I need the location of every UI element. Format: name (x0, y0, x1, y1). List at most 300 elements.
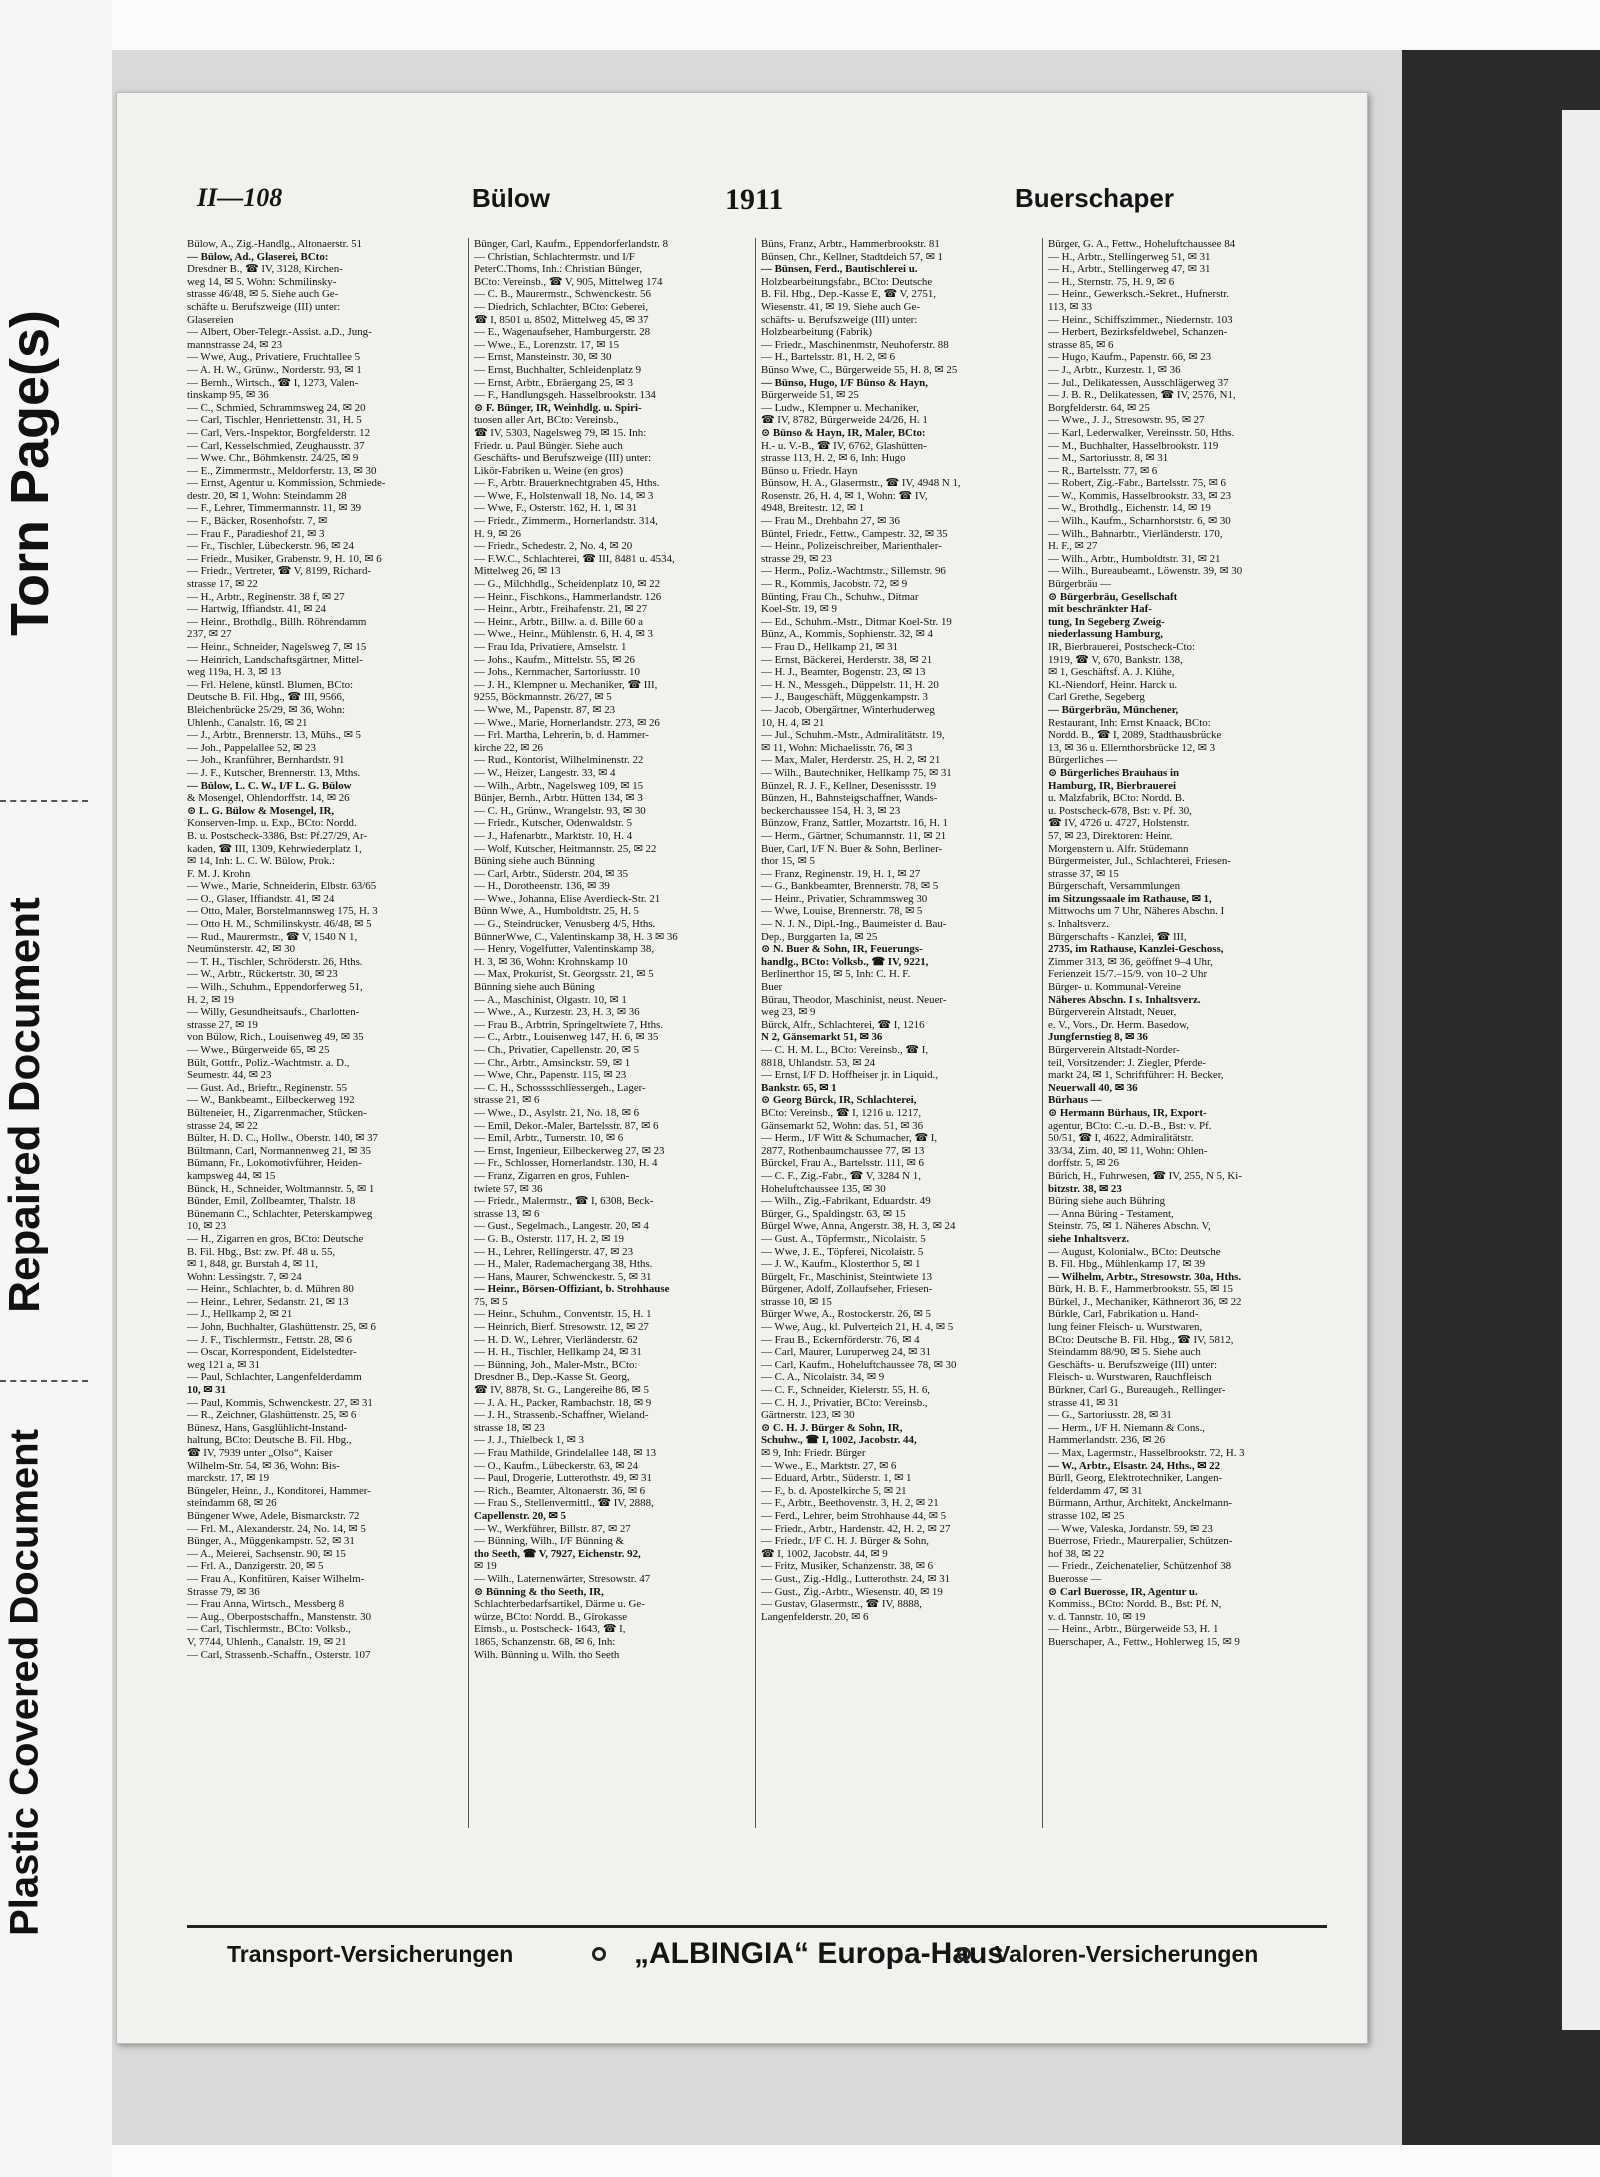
directory-entry: — Anna Büring - Testament, (1048, 1207, 1174, 1220)
directory-entry: — Hartwig, Iffiandstr. 41, ✉ 24 (187, 603, 326, 616)
directory-entry: destr. 20, ✉ 1, Wohn: Steindamm 28 (187, 489, 347, 502)
directory-entry: — Friedr., Kutscher, Odenwaldstr. 5 (474, 817, 633, 830)
directory-entry: Bürgerverein Altstadt-Norder- (1048, 1044, 1180, 1056)
directory-entry: — W., Bankbeamt., Eilbeckerweg 192 (187, 1094, 355, 1107)
directory-entry: mit beschränkter Haf- (1048, 603, 1152, 616)
directory-entry: — G., Bankbeamter, Brennerstr. 78, ✉ 5 (761, 880, 939, 893)
directory-entry: haltung, BCto: Deutsche B. Fil. Hbg., (187, 1434, 352, 1447)
directory-entry: Wohn: Lessingstr. 7, ✉ 24 (187, 1270, 302, 1283)
directory-entry: Capellenstr. 20, ✉ 5 (474, 1509, 566, 1522)
directory-entry: Bünn Wwe, A., Humboldtstr. 25, H. 5 (474, 905, 639, 918)
directory-entry: — Herm., Gärtner, Schumannstr. 11, ✉ 21 (761, 829, 947, 842)
directory-entry: — C. B., Maurermstr., Schwenckestr. 56 (474, 288, 651, 301)
directory-entry: strasse 29, ✉ 23 (761, 552, 832, 565)
directory-entry: Bürgerverein Altstadt, Neuer, (1048, 1006, 1177, 1019)
directory-entry: Nordd. B., ☎ I, 2089, Stadthausbrücke (1048, 729, 1222, 742)
directory-entry: — Frau D., Hellkamp 21, ✉ 31 (761, 641, 899, 653)
directory-entry: strasse 46/48, ✉ 5. Siehe auch Ge- (187, 288, 339, 301)
directory-entry: — Heinr., Arbtr., Bürgerweide 53, H. 1 (1048, 1623, 1219, 1636)
directory-entry: — Heinr., Schlachter, b. d. Mühren 80 (187, 1283, 354, 1296)
directory-entry: — M., Buchhalter, Hasselbrookstr. 119 (1048, 439, 1219, 452)
directory-entry: kaden, ☎ III, 1309, Kehrwiederplatz 1, (187, 842, 362, 855)
directory-entry: Gänsemarkt 52, Wohn: das. 51, ✉ 36 (761, 1119, 924, 1132)
directory-entry: Bünjer, Bernh., Arbtr. Hütten 134, ✉ 3 (474, 792, 643, 805)
directory-entry: ⊙ Bürgerbräu, Gesellschaft (1048, 590, 1178, 603)
directory-entry: ✉ 1, Geschäftsf. A. J. Klühe, (1048, 666, 1175, 679)
directory-entry: ⊙ Carl Buerosse, IR, Agentur u. (1048, 1585, 1198, 1598)
directory-entry: strasse 18, ✉ 23 (474, 1421, 545, 1434)
directory-entry: — H., Maler, Rademachergang 38, Hths. (474, 1258, 653, 1271)
directory-entry: — Wwe, Aug., kl. Pulverteich 21, H. 4, ✉ 5 (761, 1321, 954, 1334)
directory-entry: Berlinerthor 15, ✉ 5, Inh: C. H. F. (761, 968, 911, 981)
directory-entry: schäfte u. Berufszweige (III) unter: (187, 300, 341, 313)
directory-entry: Likör-Fabriken u. Weine (en gros) (474, 464, 624, 477)
directory-entry: — Paul, Kommis, Schwenckestr. 27, ✉ 31 (187, 1396, 373, 1409)
directory-entry: Mittwochs um 7 Uhr, Näheres Abschn. I (1048, 905, 1225, 918)
page-number: II—108 (197, 183, 283, 212)
directory-entry: — Bünning, Joh., Maler-Mstr., BCto: (474, 1358, 638, 1371)
directory-entry: Bünso Wwe, C., Bürgerweide 55, H. 8, ✉ 25 (761, 363, 958, 376)
directory-entry: — Diedrich, Schlachter, BCto: Geberei, (474, 300, 649, 313)
directory-entry: strasse 41, ✉ 31 (1048, 1396, 1119, 1409)
directory-entry: Wilh. Bünning u. Wilh. tho Seeth (474, 1648, 620, 1661)
directory-entry: strasse 13, ✉ 6 (474, 1207, 540, 1220)
directory-entry: Schlachterbedarfsartikel, Därme u. Ge- (474, 1598, 645, 1611)
directory-entry: — Heinr., Arbtr., Billw. a. d. Bille 60 a (474, 615, 643, 628)
directory-entry: strasse 37, ✉ 15 (1048, 867, 1119, 880)
directory-entry: — Frau B., Eckernförderstr. 76, ✉ 4 (761, 1333, 920, 1346)
directory-entry: H. 2, ✉ 19 (187, 993, 234, 1006)
directory-entry: — C., Arbtr., Louisenweg 147, H. 6, ✉ 35 (474, 1031, 659, 1044)
directory-entry: Büntel, Friedr., Fettw., Campestr. 32, ✉ 35 (761, 527, 948, 540)
directory-entry: ☎ IV, 7939 unter „Olso“, Kaiser (187, 1447, 333, 1459)
directory-entry: Bünesz, Hans, Gasglühlicht-Instand- (187, 1421, 348, 1434)
directory-entry: — Bünsen, Ferd., Bautischlerei u. (761, 263, 918, 276)
directory-entry: weg 119a, H. 3, ✉ 13 (187, 666, 282, 679)
scan-bottom-margin (0, 2145, 1600, 2177)
directory-entry: steindamm 68, ✉ 26 (187, 1497, 277, 1510)
directory-entry: 13, ✉ 36 u. Ellernthorsbrücke 12, ✉ 3 (1048, 741, 1216, 754)
directory-entry: Rosenstr. 26, H. 4, ✉ 1, Wohn: ☎ IV, (761, 489, 928, 502)
directory-entry: — John, Buchhalter, Glashüttenstr. 25, ✉ 6 (187, 1321, 376, 1334)
directory-entry: Bürgel Wwe, Anna, Angerstr. 38, H. 3, ✉ 24 (761, 1220, 956, 1233)
directory-entry: — F., Bäcker, Rosenhofstr. 7, ✉ (187, 515, 328, 528)
directory-entry: Bünting, Frau Ch., Schuhw., Ditmar (761, 590, 919, 603)
directory-entry: — Heinr., Polizeischreiber, Marienthaler- (761, 540, 942, 553)
directory-entry: Bültmann, Carl, Normannenweg 21, ✉ 35 (187, 1144, 371, 1157)
directory-entry: ✉ 1, 848, gr. Burstah 4, ✉ 11, (187, 1258, 318, 1271)
directory-entry: Carl Grethe, Segeberg (1048, 691, 1145, 704)
directory-entry: twiete 57, ✉ 36 (474, 1182, 543, 1195)
directory-entry: Bünsow, H. A., Glasermstr., ☎ IV, 4948 N 1, (761, 477, 961, 490)
directory-entry: ✉ 19 (474, 1560, 497, 1573)
directory-entry: — Bülow, Ad., Glaserei, BCto: (187, 250, 329, 263)
directory-entry: Bülow, A., Zig.-Handlg., Altonaerstr. 51 (187, 238, 363, 250)
directory-entry: — Wwe., Marie, Schneiderin, Elbstr. 63/65 (187, 880, 377, 893)
directory-entry: Mittelweg 26, ✉ 13 (474, 565, 561, 578)
header-first-name: Bülow (472, 183, 550, 213)
directory-entry: Gärtnerstr. 123, ✉ 30 (761, 1409, 855, 1422)
directory-entry: Bünck, H., Schneider, Woltmannstr. 5, ✉ 1 (187, 1182, 375, 1195)
directory-entry: — Henry, Vogelfutter, Valentinskamp 38, (474, 943, 655, 956)
directory-entry: 75, ✉ 5 (474, 1295, 508, 1308)
directory-entry: weg 121 a, ✉ 31 (187, 1358, 260, 1371)
directory-entry: Büns, Franz, Arbtr., Hammerbrookstr. 81 (761, 238, 940, 250)
directory-entry: schäfts- u. Berufszweige (III) unter: (761, 313, 918, 326)
directory-entry: Bürich, H., Fuhrwesen, ☎ IV, 255, N 5, Ki- (1048, 1169, 1242, 1182)
directory-entry: — Wwe., Marie, Hornerlandstr. 273, ✉ 26 (474, 716, 660, 729)
directory-entry: handlg., BCto: Volksb., ☎ IV, 9221, (761, 955, 929, 968)
directory-entry: 9255, Böckmannstr. 26/27, ✉ 5 (474, 691, 612, 704)
directory-entry: Bürgerliches — (1048, 754, 1118, 767)
directory-entry: Dep., Burggarten 1a, ✉ 25 (761, 930, 878, 943)
directory-entry: agentur, BCto: C.-u. D.-B., Bst: v. Pf. (1048, 1119, 1212, 1132)
directory-entry: ⊙ Bünning & tho Seeth, IR, (474, 1585, 604, 1598)
column-1 (187, 238, 463, 1828)
directory-entry: — W., Kommis, Hasselbrookstr. 33, ✉ 23 (1048, 489, 1232, 502)
directory-entry: Wiesenstr. 41, ✉ 19. Siehe auch Ge- (761, 300, 920, 313)
directory-entry: 2877, Rothenbaumchaussee 77, ✉ 13 (761, 1144, 925, 1157)
directory-entry: — Wwe, J. E., Töpferei, Nicolaistr. 5 (761, 1245, 924, 1258)
directory-entry: tung, In Segeberg Zweig- (1048, 615, 1165, 628)
directory-entry: — Otto H. M., Schmilinskystr. 46/48, ✉ 5 (187, 918, 372, 931)
directory-entry: — J., Arbtr., Kurzestr. 1, ✉ 36 (1048, 363, 1181, 376)
directory-entry: ☎ IV, 8782, Bürgerweide 24/26, H. 1 (761, 414, 928, 427)
directory-entry: — Frau Ida, Privatiere, Amselstr. 1 (474, 641, 627, 653)
directory-entry: Zimmer 313, ✉ 36, geöffnet 9–4 Uhr, (1048, 955, 1213, 968)
adjacent-page-edge (1562, 110, 1600, 2030)
directory-entry: — Carl, Strassenb.-Schaffn., Osterstr. 107 (187, 1648, 371, 1661)
directory-entry: — Ludw., Klempner u. Mechaniker, (761, 401, 919, 414)
directory-entry: — Herm., Poliz.-Wachtmstr., Sillemstr. 96 (761, 565, 946, 578)
directory-entry: markt 24, ✉ 1, Schriftführer: H. Becker, (1048, 1069, 1224, 1082)
directory-entry: — Rud., Maurermstr., ☎ V, 1540 N 1, (187, 930, 358, 943)
directory-entry: — Wwe., E., Marktstr. 27, ✉ 6 (761, 1459, 897, 1472)
directory-entry: — F.W.C., Schlachterei, ☎ III, 8481 u. 4534, (474, 552, 675, 565)
directory-entry: Hamburg, IR, Bierbrauerei (1048, 779, 1177, 792)
directory-entry: — H. J., Beamter, Bogenstr. 23, ✉ 13 (761, 666, 926, 679)
directory-entry: — Wwe., Bürgerweide 65, ✉ 25 (187, 1044, 330, 1056)
directory-entry: — Wwe., A., Kurzestr. 23, H. 3, ✉ 36 (474, 1006, 640, 1019)
directory-entry: Bünger, Carl, Kaufm., Eppendorferlandstr. 8 (474, 238, 669, 250)
directory-entry: — Wwe., J. J., Stresowstr. 95, ✉ 27 (1048, 414, 1205, 427)
directory-entry: 237, ✉ 27 (187, 628, 232, 641)
directory-entry: — Wolf, Kutscher, Heitmannstr. 25, ✉ 22 (474, 842, 657, 855)
directory-entry: 2735, im Rathause, Kanzlei-Geschoss, (1048, 943, 1224, 956)
directory-entry: — Wwe. Chr., Böhmkenstr. 24/25, ✉ 9 (187, 452, 359, 465)
directory-entry: — Carl, Kaufm., Hoheluftchaussee 78, ✉ 30 (761, 1358, 957, 1371)
directory-entry: Fleisch- u. Wurstwaren, Rauchfleisch (1048, 1371, 1212, 1384)
directory-entry: ☎ IV, 8878, St. G., Langereihe 86, ✉ 5 (474, 1384, 649, 1397)
directory-entry: Bleichenbrücke 25/29, ✉ 36, Wohn: (187, 703, 346, 716)
directory-entry: — Bernh., Wirtsch., ☎ I, 1273, Valen- (187, 376, 359, 389)
directory-entry: 10, H. 4, ✉ 21 (761, 716, 825, 729)
directory-entry: tuosen aller Art, BCto: Vereinsb., (474, 414, 619, 427)
column-4 (1048, 238, 1324, 1828)
directory-entry: — Joh., Pappelallee 52, ✉ 23 (187, 741, 316, 754)
directory-entry: niederlassung Hamburg, (1048, 628, 1163, 641)
directory-entry: — Jul., Schuhm.-Mstr., Admiralitätstr. 19, (761, 729, 945, 742)
directory-entry: — Gust., Zig.-Hdlg., Lutterothstr. 24, ✉ 31 (761, 1572, 951, 1585)
directory-entry: — G., Steindrucker, Venusberg 4/5, Hths. (474, 918, 656, 931)
directory-entry: — F., b. d. Apostelkirche 5, ✉ 21 (761, 1484, 907, 1497)
directory-entry: — Rich., Beamter, Altonaerstr. 36, ✉ 6 (474, 1484, 646, 1497)
label-divider (0, 800, 88, 802)
directory-entry: — Friedr., Maschinenmstr, Neuhoferstr. 88 (761, 338, 949, 351)
directory-entry: 10, ✉ 31 (187, 1384, 227, 1397)
directory-entry: — G., Milchhdlg., Scheidenplatz 10, ✉ 22 (474, 578, 661, 591)
directory-entry: — Bürgerbräu, Münchener, (1048, 703, 1179, 716)
directory-entry: — Carl, Maurer, Luruperweg 24, ✉ 31 (761, 1346, 931, 1359)
directory-entry: Ferienzeit 15/7.–15/9. von 10–2 Uhr (1048, 968, 1208, 981)
directory-entry: Dresdner B., Dep.-Kasse St. Georg, (474, 1371, 630, 1384)
directory-entry: — Hans, Maurer, Schwenckestr. 5, ✉ 31 (474, 1270, 652, 1283)
directory-entry: strasse 21, ✉ 6 (474, 1094, 540, 1107)
directory-entry: — C. H. J., Privatier, BCto: Vereinsb., (761, 1396, 928, 1409)
directory-entry: 50/51, ☎ I, 4622, Admiralitätstr. (1048, 1132, 1194, 1145)
directory-entry: — H., Arbtr., Stellingerweg 47, ✉ 31 (1048, 263, 1211, 276)
directory-entry: — Frau A., Konfitüren, Kaiser Wilhelm- (187, 1572, 365, 1585)
directory-entry: — Wwe., D., Asylstr. 21, No. 18, ✉ 6 (474, 1106, 640, 1119)
directory-entry: ☎ I, 1002, Jacobstr. 44, ✉ 9 (761, 1547, 888, 1560)
directory-entry: mannstrasse 24, ✉ 23 (187, 338, 283, 351)
directory-entry: — G. B., Osterstr. 117, H. 2, ✉ 19 (474, 1232, 624, 1245)
directory-entry: — H., Zigarren en gros, BCto: Deutsche (187, 1232, 364, 1245)
directory-entry: strasse 17, ✉ 22 (187, 578, 258, 591)
directory-entry: Buer, Carl, I/F N. Buer & Sohn, Berliner- (761, 842, 943, 855)
directory-entry: Bürll, Georg, Elektrotechniker, Langen- (1048, 1472, 1223, 1485)
directory-entry: lung feiner Fleisch- u. Wurstwaren, (1048, 1321, 1203, 1334)
directory-entry: — Frau Mathilde, Grindelallee 148, ✉ 13 (474, 1447, 657, 1459)
directory-entry: — O., Kaufm., Lübeckerstr. 63, ✉ 24 (474, 1459, 638, 1472)
column-divider (755, 238, 756, 1828)
directory-entry: — Ernst, Mansteinstr. 30, ✉ 30 (474, 351, 612, 364)
directory-entry: — M., Sartoriusstr. 8, ✉ 31 (1048, 452, 1169, 465)
directory-entry: im Sitzungssaale im Rathause, ✉ 1, (1048, 892, 1212, 905)
directory-entry: Buerschaper, A., Fettw., Hohlerweg 15, ✉ 9 (1048, 1635, 1240, 1648)
directory-entry: — Fr., Tischler, Lübeckerstr. 96, ✉ 24 (187, 540, 354, 553)
directory-entry: — Emil, Dekor.-Maler, Bartelsstr. 87, ✉ 6 (474, 1119, 659, 1132)
directory-entry: — Bünso, Hugo, I/F Bünso & Hayn, (761, 376, 928, 389)
directory-entry: — R., Bartelsstr. 77, ✉ 6 (1048, 464, 1158, 477)
directory-entry: — Albert, Ober-Telegr.-Assist. a.D., Jung- (187, 326, 372, 339)
directory-entry: — Carl, Tischler, Henriettenstr. 31, H. 5 (187, 414, 362, 427)
directory-entry: Buer (761, 981, 783, 994)
directory-entry: — Friedr., Schedestr. 2, No. 4, ✉ 20 (474, 540, 633, 553)
directory-entry: N 2, Gänsemarkt 51, ✉ 36 (761, 1031, 883, 1044)
directory-entry: Bürger Wwe, A., Rostockerstr. 26, ✉ 5 (761, 1308, 931, 1321)
directory-entry: — Christian, Schlachtermstr. und I/F (474, 250, 635, 263)
directory-entry: — Heinr., Privatier, Schrammsweg 30 (761, 892, 928, 905)
directory-entry: — Heinr., Gewerksch.-Sekret., Hufnerstr. (1048, 288, 1230, 301)
column-2 (474, 238, 750, 1828)
directory-entry: — Franz, Zigarren en gros, Fuhlen- (474, 1169, 630, 1182)
directory-entry: Bünemann C., Schlachter, Peterskampweg (187, 1207, 373, 1220)
directory-entry: Eimsb., u. Postscheck- 1643, ☎ I, (474, 1623, 626, 1636)
directory-entry: Bünzow, Franz, Sattler, Mozartstr. 16, H. 1 (761, 817, 948, 830)
directory-entry: — Chr., Arbtr., Amsinckstr. 59, ✉ 1 (474, 1056, 631, 1069)
directory-entry: — C. F., Zig.-Fabr., ☎ V, 3284 N 1, (761, 1169, 921, 1182)
directory-entry: Bürgerschaft, Versammlungen (1048, 880, 1181, 893)
directory-entry: ☎ IV, 5303, Nagelsweg 79, ✉ 15. Inh: (474, 426, 647, 439)
directory-entry: siehe Inhaltsverz. (1048, 1232, 1130, 1245)
directory-entry: — Frau Anna, Wirtsch., Messberg 8 (187, 1598, 345, 1611)
directory-entry: Büring siehe auch Bühring (1048, 1195, 1166, 1208)
directory-columns (187, 238, 1327, 1828)
directory-entry: strasse 10, ✉ 15 (761, 1295, 832, 1308)
directory-entry: — N. J. N., Dipl.-Ing., Baumeister d. Bau- (761, 918, 947, 931)
directory-entry: — C. H., Grünw., Wrangelstr. 93, ✉ 30 (474, 804, 646, 817)
directory-entry: — F., Arbtr., Beethovenstr. 3, H. 2, ✉ 21 (761, 1497, 939, 1510)
directory-entry: Bümann, Fr., Lokomotivführer, Heiden- (187, 1157, 362, 1170)
directory-entry: Bürgener, Adolf, Zollaufseher, Friesen- (761, 1283, 933, 1296)
directory-entry: Strasse 79, ✉ 36 (187, 1585, 260, 1598)
directory-entry: — J., Baugeschäft, Müggenkampstr. 3 (761, 691, 928, 704)
directory-entry: H. 3, ✉ 36, Wohn: Krohnskamp 10 (474, 955, 628, 968)
directory-entry: — Ernst, Agentur u. Kommission, Schmiede- (187, 477, 386, 490)
directory-entry: — Carl, Vers.-Inspektor, Borgfelderstr. 12 (187, 426, 371, 439)
directory-entry: Hoheluftchaussee 135, ✉ 30 (761, 1182, 886, 1195)
directory-entry: — H., Lehrer, Rellingerstr. 47, ✉ 23 (474, 1245, 634, 1258)
directory-entry: — Otto, Maler, Borstelmannsweg 175, H. 3 (187, 905, 378, 918)
directory-entry: Kl.-Niendorf, Heinr. Harck u. (1048, 678, 1178, 691)
directory-entry: Neuerwall 40, ✉ 36 (1048, 1081, 1138, 1094)
directory-entry: — Heinr., Lehrer, Sedanstr. 21, ✉ 13 (187, 1295, 349, 1308)
directory-entry: Näheres Abschn. I s. Inhaltsverz. (1048, 993, 1201, 1006)
directory-entry: — F., Lehrer, Timmermannstr. 11, ✉ 39 (187, 502, 362, 515)
directory-entry: — C. H. M. L., BCto: Vereinsb., ☎ I, (761, 1044, 929, 1056)
column-divider (468, 238, 469, 1828)
directory-entry: — Wilh., Zig.-Fabrikant, Eduardstr. 49 (761, 1195, 931, 1208)
directory-entry: — Franz, Reginenstr. 19, H. 1, ✉ 27 (761, 867, 921, 880)
directory-entry: — C. A., Nicolaistr. 34, ✉ 9 (761, 1371, 885, 1384)
directory-entry: — Ferd., Lehrer, beim Strohhause 44, ✉ 5 (761, 1509, 947, 1522)
directory-entry: — J. J., Thielbeck 1, ✉ 3 (474, 1434, 584, 1447)
directory-entry: — J. H., Klempner u. Mechaniker, ☎ III, (474, 678, 658, 691)
directory-entry: felderdamm 47, ✉ 31 (1048, 1484, 1143, 1497)
directory-entry: ⊙ L. G. Bülow & Mosengel, IR, (187, 804, 335, 817)
directory-entry: — Gust., Zig.-Arbtr., Wiesenstr. 40, ✉ 19 (761, 1585, 943, 1598)
directory-entry: — Fr., Schlosser, Hornerlandstr. 130, H. 4 (474, 1157, 658, 1170)
directory-entry: — Heinr., Börsen-Offiziant, b. Strohhause (474, 1283, 670, 1296)
directory-entry: marckstr. 17, ✉ 19 (187, 1472, 270, 1485)
directory-entry: — J. F., Kutscher, Brennerstr. 13, Mths. (187, 766, 361, 779)
directory-entry: — Ernst, Buchhalter, Schleidenplatz 9 (474, 363, 642, 376)
directory-entry: thor 15, ✉ 5 (761, 855, 815, 868)
directory-entry: — Paul, Drogerie, Lutterothstr. 49, ✉ 31 (474, 1472, 652, 1485)
directory-entry: Schuhw., ☎ I, 1002, Jacobstr. 44, (761, 1434, 917, 1447)
directory-entry: 4948, Breitestr. 12, ✉ 1 (761, 502, 865, 515)
directory-entry: — Wilh., Kaufm., Scharnhorststr. 6, ✉ 30 (1048, 515, 1231, 528)
directory-entry: — Frau S., Stellenvermittl., ☎ IV, 2888, (474, 1497, 654, 1510)
directory-entry: — Herbert, Bezirksfeldwebel, Schanzen- (1048, 326, 1228, 339)
directory-entry: Geschäfts- u. Berufszweige (III) unter: (1048, 1358, 1218, 1371)
directory-entry: — Rud., Kontorist, Wilhelminenstr. 22 (474, 754, 644, 767)
directory-entry: PeterC.Thoms, Inh.: Christian Bünger, (474, 263, 643, 276)
directory-entry: B. Fil. Hbg., Dep.-Kasse E, ☎ V, 2751, (761, 288, 937, 301)
directory-entry: F. M. J. Krohn (187, 867, 251, 880)
directory-entry: — Carl, Arbtr., Süderstr. 204, ✉ 35 (474, 867, 629, 880)
directory-entry: 33/34, Zim. 40, ✉ 11, Wohn: Ohlen- (1048, 1144, 1208, 1157)
directory-entry: weg 23, ✉ 9 (761, 1006, 816, 1019)
directory-entry: ⊙ F. Bünger, IR, Weinhdlg. u. Spiri- (474, 401, 642, 414)
directory-entry: Morgenstern u. Alfr. Stüdemann (1048, 842, 1189, 855)
directory-entry: strasse 24, ✉ 22 (187, 1119, 258, 1132)
directory-entry: Konserven-Imp. u. Exp., BCto: Nordd. (187, 817, 357, 830)
directory-entry: — T. H., Tischler, Schröderstr. 26, Hths. (187, 955, 363, 968)
directory-entry: ⊙ Bürgerliches Brauhaus in (1048, 766, 1180, 779)
directory-entry: Langenfelderstr. 20, ✉ 6 (761, 1610, 869, 1623)
directory-entry: Bünning siehe auch Büning (474, 981, 595, 994)
directory-entry: Jungfernstieg 8, ✉ 36 (1048, 1031, 1148, 1044)
directory-entry: — A. H. W., Grünw., Norderstr. 93, ✉ 1 (187, 363, 362, 376)
directory-entry: — Fritz, Musiker, Schanzenstr. 38, ✉ 6 (761, 1560, 934, 1573)
scan-top-margin (0, 0, 1600, 50)
page-header (197, 183, 1337, 225)
directory-entry: — Eduard, Arbtr., Süderstr. 1, ✉ 1 (761, 1472, 912, 1485)
directory-entry: — H. N., Messgeh., Düppelstr. 11, H. 20 (761, 678, 939, 691)
directory-entry: — R., Zeichner, Glashüttenstr. 25, ✉ 6 (187, 1409, 357, 1422)
directory-entry: — Friedr., Vertreter, ☎ V, 8199, Richard- (187, 565, 372, 578)
directory-entry: — E., Wagenaufseher, Hamburgerstr. 28 (474, 326, 651, 339)
directory-entry: Holzbearbeitungsfabr., BCto: Deutsche (761, 275, 933, 288)
directory-entry: — Frau M., Drehbahn 27, ✉ 36 (761, 515, 900, 528)
directory-entry: — Wwe, Chr., Papenstr. 115, ✉ 23 (474, 1069, 627, 1082)
directory-entry: — Karl, Lederwalker, Vereinsstr. 50, Hths. (1048, 426, 1235, 439)
directory-entry: — H., Arbtr., Stellingerweg 51, ✉ 31 (1048, 250, 1211, 263)
directory-entry: Bürgermeister, Jul., Schlachterei, Friesen- (1048, 855, 1231, 868)
directory-entry: Wilhelm-Str. 54, ✉ 36, Wohn: Bis- (187, 1459, 340, 1472)
directory-entry: strasse 27, ✉ 19 (187, 1018, 258, 1031)
directory-entry: — Gust. Ad., Brieftr., Reginenstr. 55 (187, 1081, 348, 1094)
directory-entry: — J. W., Kaufm., Klosterthor 5, ✉ 1 (761, 1258, 921, 1271)
directory-entry: Buerrose, Friedr., Maurerpalier, Schützen- (1048, 1535, 1233, 1548)
directory-entry: — H., Bartelsstr. 81, H. 2, ✉ 6 (761, 351, 896, 364)
directory-entry: — Heinr., Brothdlg., Billh. Röhrendamm (187, 615, 367, 628)
directory-entry: B. u. Postscheck-3386, Bst: Pf.27/29, Ar- (187, 829, 368, 842)
directory-entry: — Wilh., Bahnarbtr., Vierländerstr. 170, (1048, 527, 1223, 540)
directory-entry: — Gustav, Glasermstr., ☎ IV, 8888, (761, 1598, 922, 1611)
directory-entry: — Heinrich, Landschaftsgärtner, Mittel- (187, 653, 363, 666)
directory-entry: — Johs., Kernmacher, Sartoriusstr. 10 (474, 666, 640, 679)
directory-entry: Büning siehe auch Bünning (474, 855, 595, 868)
directory-entry: — Wilh., Arbtr., Nagelsweg 109, ✉ 15 (474, 779, 644, 792)
directory-entry: Bürgerbräu — (1048, 578, 1112, 591)
directory-entry: Bürckel, Frau A., Bartelsstr. 111, ✉ 6 (761, 1157, 924, 1170)
directory-entry: Bürk, H. B. F., Hammerbrookstr. 55, ✉ 15 (1048, 1283, 1233, 1296)
directory-entry: — W., Werkführer, Billstr. 87, ✉ 27 (474, 1522, 631, 1535)
directory-entry: — Wwe, M., Papenstr. 87, ✉ 23 (474, 703, 616, 716)
directory-entry: Kommiss., BCto: Nordd. B., Bst: Pf. N, (1048, 1598, 1222, 1611)
header-last-name: Buerschaper (1015, 183, 1174, 213)
directory-entry: Bürau, Theodor, Maschinist, neust. Neuer- (761, 993, 947, 1006)
directory-entry: — Wwe., Johanna, Elise Averdieck-Str. 21 (474, 892, 661, 905)
directory-entry: — W., Brothdlg., Eichenstr. 14, ✉ 19 (1048, 502, 1211, 515)
directory-entry: — J., Hafenarbtr., Marktstr. 10, H. 4 (474, 829, 633, 842)
footer-center-text: „ALBINGIA“ Europa-Haus (634, 1937, 1005, 1970)
directory-entry: ☎ I, 8501 u. 8502, Mittelweg 45, ✉ 37 (474, 313, 649, 326)
directory-entry: strasse 102, ✉ 25 (1048, 1509, 1125, 1522)
directory-entry: V, 7744, Uhlenh., Canalstr. 19, ✉ 21 (187, 1635, 347, 1648)
directory-entry: ⊙ Hermann Bürhaus, IR, Export- (1048, 1106, 1207, 1119)
directory-entry: u. Malzfabrik, BCto: Nordd. B. (1048, 792, 1185, 805)
directory-entry: ☎ IV, 4726 u. 4727, Holstenstr. (1048, 817, 1190, 830)
directory-entry: beckerchaussee 154, H. 3, ✉ 23 (761, 804, 901, 817)
directory-entry: Bürger- u. Kommunal-Vereine (1048, 981, 1181, 994)
directory-entry: — Gust. A., Töpfermstr., Nicolaistr. 5 (761, 1232, 926, 1245)
directory-entry: strasse 113, H. 2, ✉ 6, Inh: Hugo (761, 452, 906, 465)
directory-entry: — Frl. Helene, künstl. Blumen, BCto: (187, 678, 354, 691)
